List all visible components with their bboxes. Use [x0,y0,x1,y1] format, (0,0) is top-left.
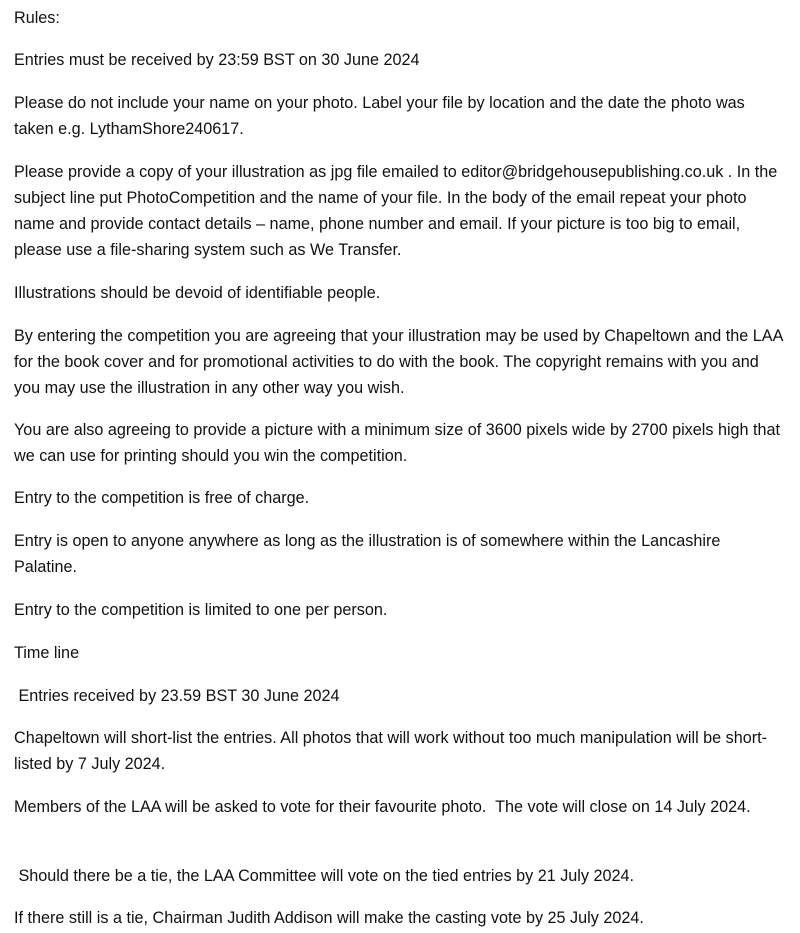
rule-minimum-size: You are also agreeing to provide a picture with a minimum size of 3600 pixels wide by 2700 pixels high that we can use for printing should you win the competition. [14,421,785,465]
timeline-shortlist: Chapeltown will short-list the entries. All photos that will work without too much manipulation will be short-listed by 7 July 2024. [14,729,768,773]
timeline-entries-received: Entries received by 23.59 BST 30 June 2024 [14,687,340,705]
timeline-heading: Time line [14,644,80,662]
rule-one-entry: Entry to the competition is limited to one per person. [14,601,388,619]
timeline-member-vote: Members of the LAA will be asked to vote for their favourite photo. The vote will close on 14 July 2024. [14,798,751,816]
rule-deadline: Entries must be received by 23:59 BST on 30 June 2024 [14,51,420,69]
timeline-casting-vote: If there still is a tie, Chairman Judith Addison will make the casting vote by 25 July 2024. [14,909,644,927]
rule-free-entry: Entry to the competition is free of charge. [14,489,310,507]
rule-email-submission: Please provide a copy of your illustration as jpg file emailed to editor@bridgehousepublishing.co.uk . In the subject line put PhotoCompetition and the name of your file. In the body of the email repeat your photo name and provide contact details – name, phone number and email. If your picture is too big to email, please use a file-sharing system such as We Transfer. [14,163,782,259]
rule-eligibility: Entry is open to anyone anywhere as long as the illustration is of somewhere within the Lancashire Palatine. [14,532,725,576]
rules-heading: Rules: [14,9,60,27]
rule-usage-rights: By entering the competition you are agreeing that your illustration may be used by Chapeltown and the LAA for the book cover and for promotional activities to do with the book. The copyright remains with you and you may use the illustration in any other way you wish. [14,327,787,397]
rule-no-name-label-file: Please do not include your name on your photo. Label your file by location and the date the photo was taken e.g. LythamShore240617. [14,94,750,138]
timeline-tie-committee: Should there be a tie, the LAA Committee will vote on the tied entries by 21 July 2024. [14,867,634,885]
rule-no-identifiable-people: Illustrations should be devoid of identifiable people. [14,284,381,302]
